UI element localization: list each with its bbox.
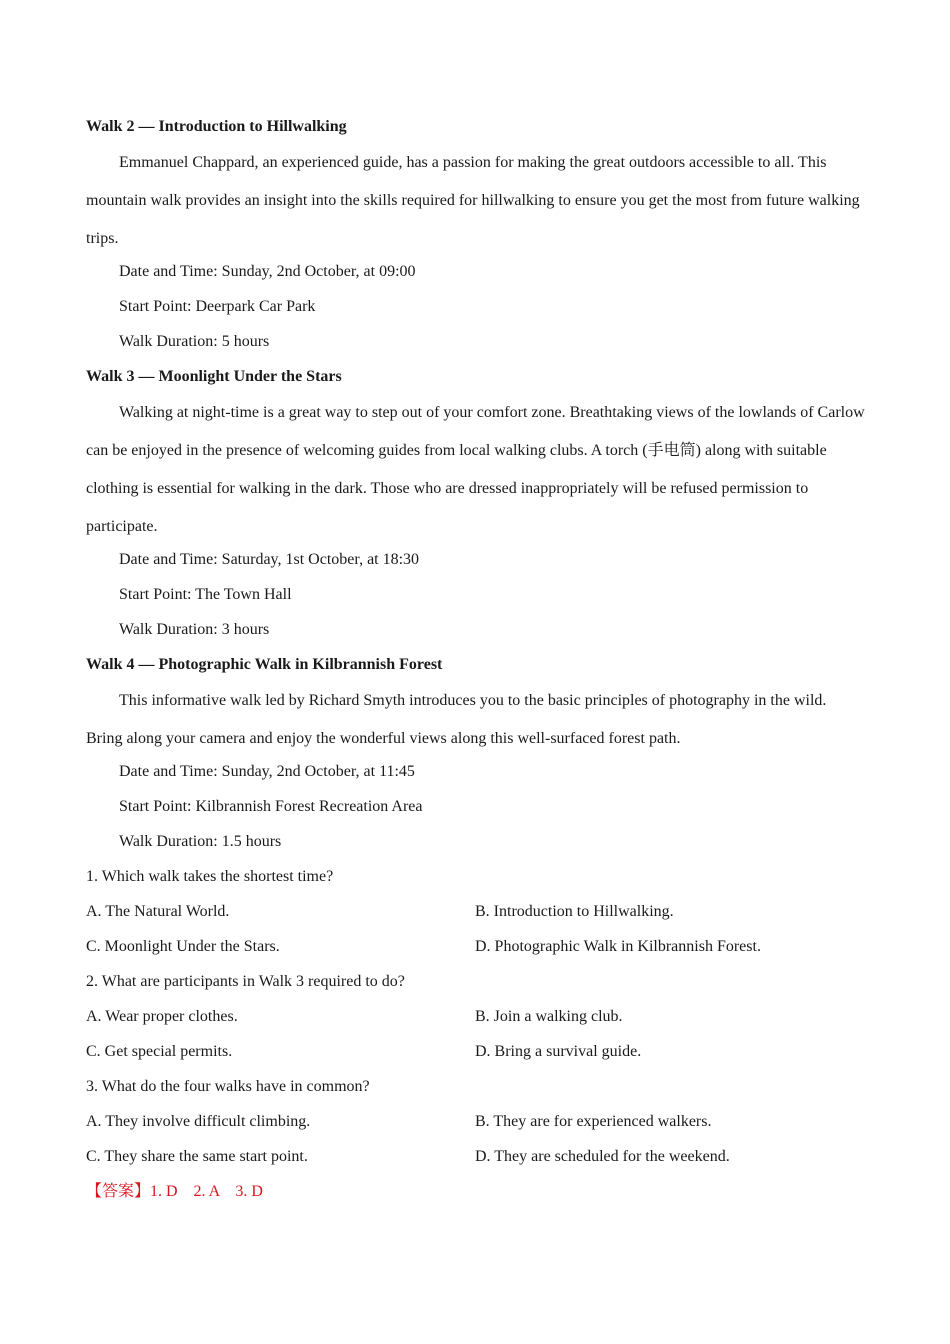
question-1-option-c: C. Moonlight Under the Stars. [86,938,280,955]
question-2-option-b: B. Join a walking club. [475,1008,623,1025]
question-3-option-a: A. They involve difficult climbing. [86,1113,311,1130]
question-2-option-c: C. Get special permits. [86,1043,233,1060]
question-3-option-b: B. They are for experienced walkers. [475,1113,712,1130]
walk3-start-point: Start Point: The Town Hall [119,586,292,603]
walk4-duration: Walk Duration: 1.5 hours [119,833,282,850]
question-3-option-d: D. They are scheduled for the weekend. [475,1148,730,1165]
question-3-stem: 3. What do the four walks have in common? [86,1078,370,1095]
question-3-options-ab [86,1109,866,1144]
walk3-description: Walking at night-time is a great way to step out of your comfort zone. Breathtaking views of the lowlands of Carlow can be enjoyed in the presence of welcoming guides from local walking clubs. A torch (手电筒) along with suitable clothing is essential for walking in the dark. Those who are dressed inappropriately will be refused permission to participate. [86,404,865,535]
walk2-description: Emmanuel Chappard, an experienced guide, has a passion for making the great outdoors accessible to all. This mountain walk provides an insight into the skills required for hillwalking to ensure you get the most from future walking trips. [86,154,860,247]
question-2-stem: 2. What are participants in Walk 3 required to do? [86,973,405,990]
question-2-options-ab [86,1004,866,1039]
question-1-option-d: D. Photographic Walk in Kilbrannish Forest. [475,938,761,955]
question-3-options-cd [86,1144,866,1179]
walk4-title: Walk 4 — Photographic Walk in Kilbrannish Forest [86,656,443,673]
walk3-title: Walk 3 — Moonlight Under the Stars [86,368,342,385]
walk2-date-time: Date and Time: Sunday, 2nd October, at 09:00 [119,263,416,280]
answer-key: 【答案】1. D 2. A 3. D [86,1183,263,1200]
walk2-start-point: Start Point: Deerpark Car Park [119,298,316,315]
question-2-option-a: A. Wear proper clothes. [86,1008,238,1025]
question-1-options-ab [86,899,866,934]
walk2-title: Walk 2 — Introduction to Hillwalking [86,118,347,135]
walk3-duration: Walk Duration: 3 hours [119,621,270,638]
walk4-start-point: Start Point: Kilbrannish Forest Recreation Area [119,798,423,815]
question-1-options-cd [86,934,866,969]
question-1-stem: 1. Which walk takes the shortest time? [86,868,334,885]
question-1-option-a: A. The Natural World. [86,903,230,920]
question-2-options-cd [86,1039,866,1074]
question-1-option-b: B. Introduction to Hillwalking. [475,903,674,920]
document-page [86,114,866,1214]
question-3-option-c: C. They share the same start point. [86,1148,308,1165]
walk3-date-time: Date and Time: Saturday, 1st October, at 18:30 [119,551,420,568]
walk4-date-time: Date and Time: Sunday, 2nd October, at 11:45 [119,763,415,780]
question-2-option-d: D. Bring a survival guide. [475,1043,642,1060]
walk4-description: This informative walk led by Richard Smyth introduces you to the basic principles of photography in the wild. Bring along your camera and enjoy the wonderful views along this well-surfaced forest path. [86,692,827,747]
walk2-duration: Walk Duration: 5 hours [119,333,270,350]
